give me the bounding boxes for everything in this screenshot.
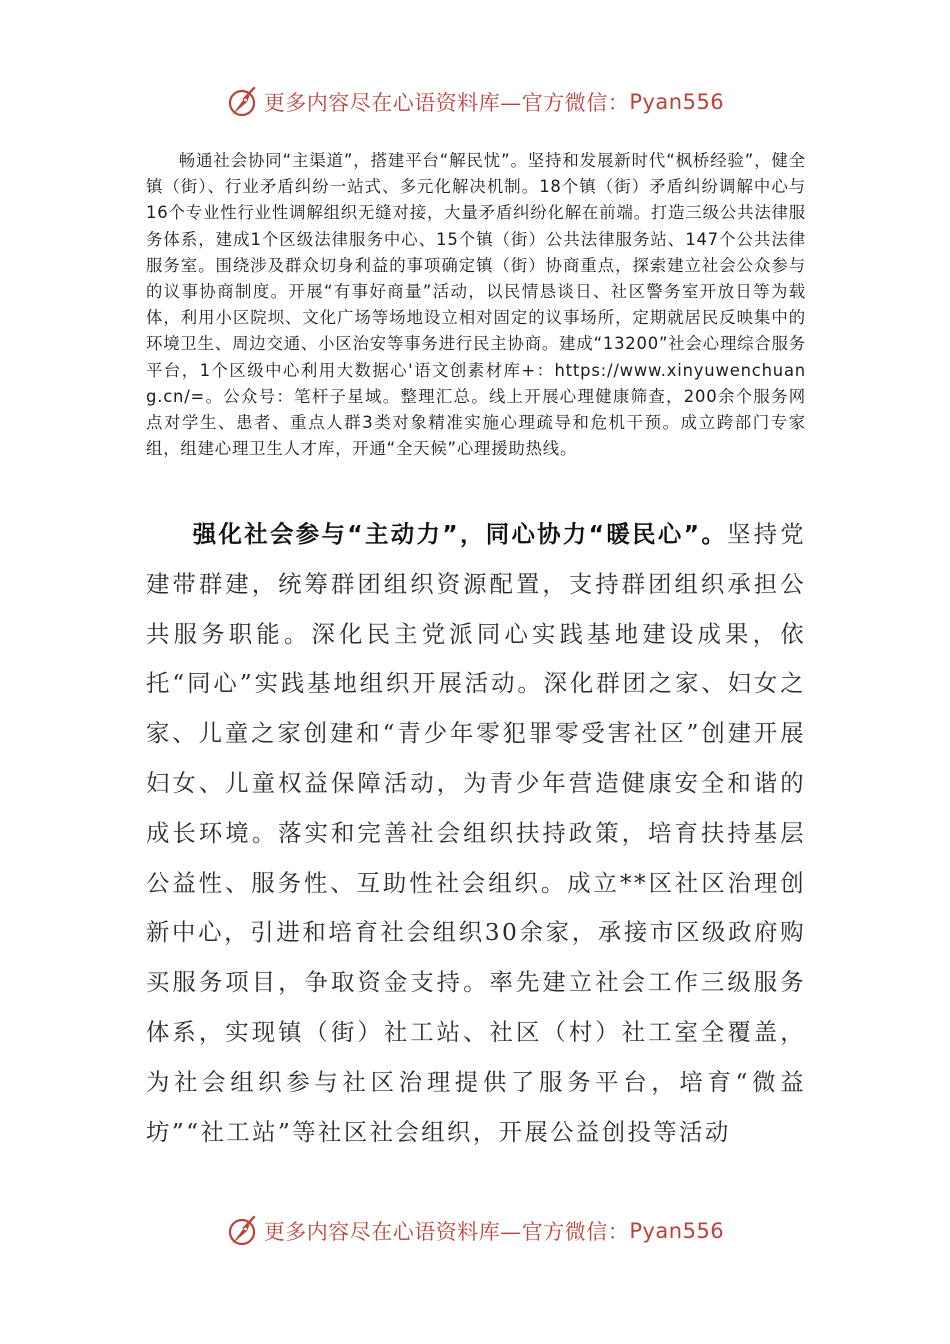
header-watermark-banner bbox=[0, 82, 950, 122]
footer-wechat-id: Pyan556 bbox=[629, 1219, 725, 1243]
pen-nib-circle-icon bbox=[226, 85, 260, 119]
footer-watermark-banner bbox=[0, 1211, 950, 1251]
pen-nib-circle-icon bbox=[226, 1214, 260, 1248]
paragraph-lead-heading: 强化社会参与“主动力”，同心协力“暖民心”。 bbox=[192, 520, 728, 548]
paragraph-social-coordination: 畅通社会协同“主渠道”，搭建平台“解民忧”。坚持和发展新时代“枫桥经验”，健全镇（街）、行业矛盾纠纷一站式、多元化解决机制。18个镇（街）矛盾纠纷调解中心与16个专业性行业性调解组织无缝对接，大量矛盾纠纷化解在前端。打造三级公共法律服务体系，建成1个区级法律服务中心、15个镇（街）公共法律服务站、147个公共法律服务室。围绕涉及群众切身利益的事项确定镇（街）协商重点，探索建立社会公众参与的议事协商制度。开展“有事好商量”活动，以民情恳谈日、社区警务室开放日等为载体，利用小区院坝、文化广场等场地设立相对固定的议事场所，定期就居民反映集中的环境卫生、周边交通、小区治安等事务进行民主协商。建成“13200”社会心理综合服务平台，1个区级中心利用大数据心'语文创素材库+：https://www.xinyuwenchuang.cn/=。公众号：笔杆子星域。整理汇总。线上开展心理健康筛查，200余个服务网点对学生、患者、重点人群3类对象精准实施心理疏导和危机干预。成立跨部门专家组，组建心理卫生人才库，开通“全天候”心理援助热线。 bbox=[146, 151, 806, 459]
paragraph-social-participation bbox=[146, 510, 806, 1157]
header-watermark-text: 更多内容尽在心语资料库—官方微信： bbox=[263, 91, 630, 115]
paragraph-body-text: 坚持党建带群建，统筹群团组织资源配置，支持群团组织承担公共服务职能。深化民主党派同心实践基地建设成果，依托“同心”实践基地组织开展活动。深化群团之家、妇女之家、儿童之家创建和“青少年零犯罪零受害社区”创建开展妇女、儿童权益保障活动，为青少年营造健康安全和谐的成长环境。落实和完善社会组织扶持政策，培育扶持基层公益性、服务性、互助性社会组织。成立**区社区治理创新中心，引进和培育社会组织30余家，承接市区级政府购买服务项目，争取资金支持。率先建立社会工作三级服务体系，实现镇（街）社工站、社区（村）社工室全覆盖，为社会组织参与社区治理提供了服务平台，培育“微益坊”“社工站”等社区社会组织，开展公益创投等活动 bbox=[146, 520, 806, 1146]
footer-watermark-text: 更多内容尽在心语资料库—官方微信： bbox=[263, 1220, 630, 1244]
header-wechat-id: Pyan556 bbox=[629, 90, 725, 114]
